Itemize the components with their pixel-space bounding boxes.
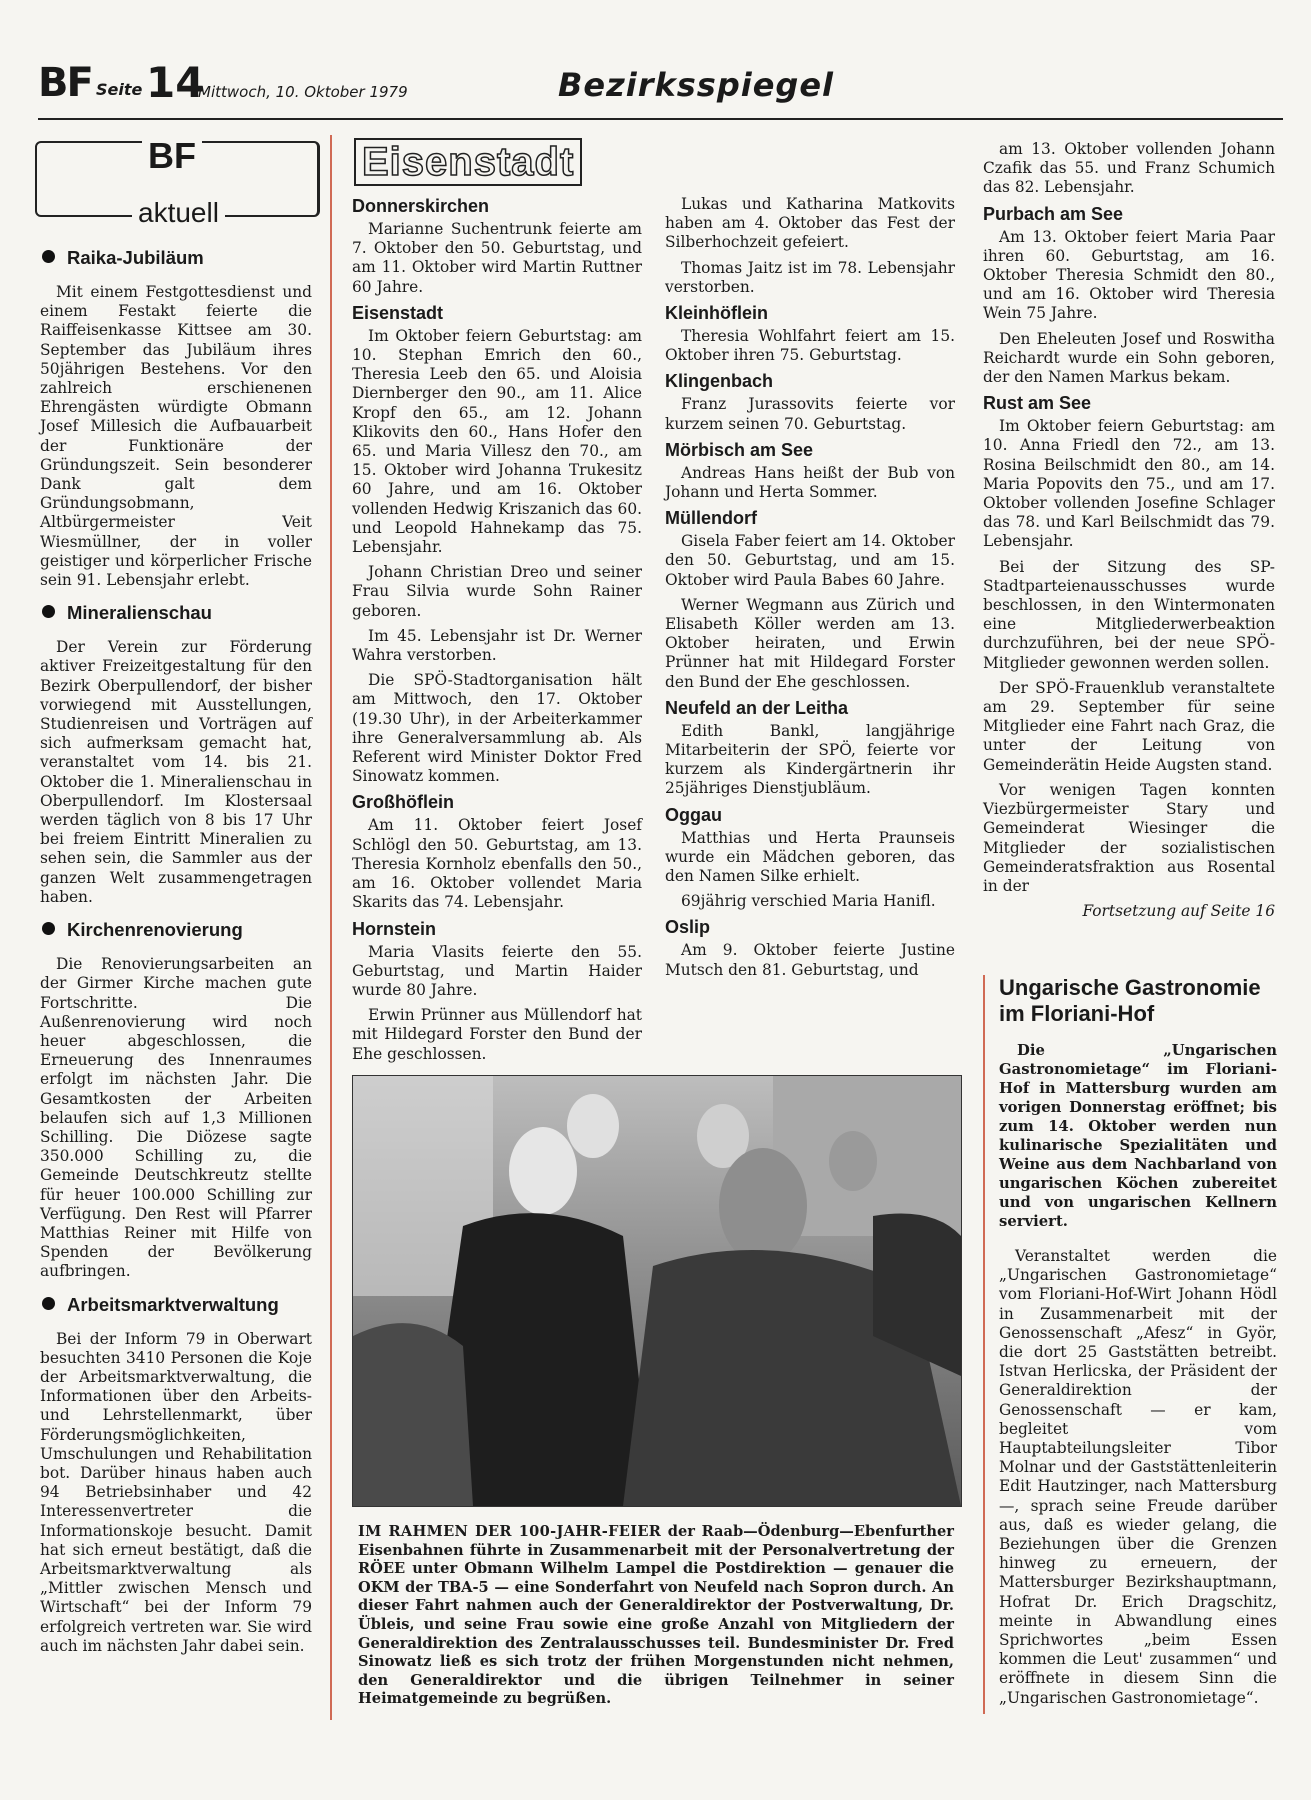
item-heading: Kirchenrenovierung xyxy=(42,919,330,941)
town-paragraph: Am 13. Oktober feiert Maria Paar ihren 60. Geburtstag, am 16. Oktober Theresia Schmidt den 80., und am 16. Oktober wird Theresia Wein 75 Jahre. xyxy=(983,227,1275,323)
town-heading: Mörbisch am See xyxy=(665,439,814,460)
town-paragraph: Marianne Suchentrunk feierte am 7. Oktober den 50. Geburtstag, und am 11. Oktober wird Martin Ruttner 60 Jahre. xyxy=(352,220,642,296)
town-paragraph: Im Oktober feiern Geburtstag: am 10. Stephan Emrich den 60., Theresia Leeb den 65. und Aloisia Diernberger den 90., am 11. Alice Kropf den 65., am 12. Johann Klikovits den 60., Hans Hofer den 65. und Maria Villesz den 70., am 15. Oktober wird Johanna Trukesitz 60 Jahre, und am 16. Oktober vollenden Hedwig Kriszanich das 60. und Leopold Hahnekamp das 75. Lebensjahr. xyxy=(352,326,642,557)
town-paragraph: Matthias und Herta Praunseis wurde ein Mädchen geboren, das den Namen Silke erhielt. xyxy=(665,828,955,886)
town-paragraph: Johann Christian Dreo und seiner Frau Silvia wurde Sohn Rainer geboren. xyxy=(352,563,642,620)
news-photo xyxy=(352,1075,962,1507)
page-label: Seite xyxy=(96,80,143,99)
item-paragraph: Bei der Inform 79 in Oberwart besuchten 3410 Personen die Koje der Arbeitsmarktverwaltung, die Informationen über den Arbeits- und Lehrstellenmarkt, über Förderungsmöglichkeiten, Umschulungen und Rehabilitation bot. Darüber hinaus haben auch 94 Betriebsinhaber und 42 Interessenvertreter die Informationskoje besucht. Damit hat sich erneut bestätigt, daß die Arbeitsmarktverwaltung als „Mittler zwischen Mensch und Wirtschaft“ bei der Inform 79 erfolgreich vertreten war. Sie wird auch im nächsten Jahr dabei sein. xyxy=(40,1329,312,1655)
masthead xyxy=(38,58,1283,120)
town-paragraph: Lukas und Katharina Matkovits haben am 4. Oktober das Fest der Silberhochzeit gefeiert. xyxy=(665,195,955,252)
town-heading: Großhöflein xyxy=(352,792,454,813)
bullet-icon xyxy=(42,250,55,263)
aktuell-column xyxy=(32,135,332,1720)
article-lead: Die „Ungarischen Gastronomietage“ im Floriani-Hof in Mattersburg wurden am vorigen Donnerstag eröffnet; bis zum 14. Oktober werden nun kulinarische Spezialitäten und Weine aus dem Nachbarland von ungarischen Köchen zubereitet und von ungarischen Kellnern serviert. xyxy=(999,1042,1277,1230)
eisenstadt-column-2 xyxy=(352,192,642,1070)
town-heading: Purbach am See xyxy=(983,203,1124,224)
town-heading: Rust am See xyxy=(983,393,1092,414)
item-heading: Mineralienschau xyxy=(42,602,330,624)
section-title: Bezirksspiegel xyxy=(558,66,834,104)
town-paragraph: Bei der Sitzung des SP-Stadtparteienausschusses wurde beschlossen, in den Wintermonaten eine Mitgliederwerbeaktion durchzuführen, bei der neue SPÖ-Mitglieder gewonnen werden sollen. xyxy=(983,557,1275,672)
town-paragraph: Werner Wegmann aus Zürich und Elisabeth Köller werden am 13. Oktober heiraten, und Erwin Prünner hat mit Hildegard Forster den Bund der Ehe geschlossen. xyxy=(665,595,955,691)
item-paragraph: Die Renovierungsarbeiten an der Girmer Kirche machen gute Fortschritte. Die Außenrenovierung wird noch heuer abgeschlossen, die Erneuerung des Innenraumes erfolgt im nächsten Jahr. Die Gesamtkosten der Arbeiten belaufen sich auf 1,3 Millionen Schilling. Die Diözese sagte 350.000 Schilling zu, die Gemeinde Deutschkreutz stellte für heuer 100.000 Schilling zur Verfügung. Den Rest will Pfarrer Matthias Reiner mit Hilfe von Spenden der Bevölkerung aufbringen. xyxy=(40,955,312,1281)
continued-note: Fortsetzung auf Seite 16 xyxy=(1082,902,1275,921)
town-heading: Klingenbach xyxy=(665,371,774,392)
item-paragraph: Mit einem Festgottesdienst und einem Festakt feierte die Raiffeisenkasse Kittsee am 30. September das Jubiläum ihres 50jährigen Bestehens. Vor den zahlreich erschienenen Ehrengästen würdigte Obmann Josef Millesich die Aufbauarbeit der Funktionäre der Gründungszeit. Sein besonderer Dank galt dem Gründungsobmann, Altbürgermeister Veit Wiesmüllner, der in voller geistiger und körperlicher Frische sein 91. Lebensjahr erlebt. xyxy=(40,283,312,590)
town-paragraph: Am 9. Oktober feierte Justine Mutsch den 81. Geburtstag, und xyxy=(665,941,955,979)
town-paragraph: Franz Jurassovits feierte vor kurzem seinen 70. Geburtstag. xyxy=(665,395,955,433)
caption-lead: IM RAHMEN DER 100-JAHR-FEIER xyxy=(358,1523,662,1540)
town-paragraph: Der SPÖ-Frauenklub veranstaltete am 29. September für seine Mitglieder eine Fahrt nach Graz, die unter der Leitung von Gemeinderätin Heide Augsten stand. xyxy=(983,678,1275,774)
paper-logo: BF xyxy=(38,60,92,106)
article-title: Ungarische Gastronomie im Floriani-Hof xyxy=(999,975,1261,1026)
aktuell-logo-text: aktuell xyxy=(132,197,225,229)
town-heading: Oslip xyxy=(665,917,711,938)
town-heading: Oggau xyxy=(665,804,722,825)
town-heading: Müllendorf xyxy=(665,508,757,529)
item-heading: Raika-Jubiläum xyxy=(42,247,330,269)
issue-date: Mittwoch, 10. Oktober 1979 xyxy=(198,83,408,101)
bullet-icon xyxy=(42,1297,55,1310)
town-paragraph: Den Eheleuten Josef und Roswitha Reichardt wurde ein Sohn geboren, der den Namen Markus bekam. xyxy=(983,329,1275,387)
town-heading: Neufeld an der Leitha xyxy=(665,697,849,718)
town-paragraph: 69jährig verschied Maria Hanifl. xyxy=(681,892,936,911)
aktuell-logo-bf: BF xyxy=(142,135,202,177)
town-paragraph: Erwin Prünner aus Müllendorf hat mit Hildegard Forster den Bund der Ehe geschlossen. xyxy=(352,1006,642,1063)
town-paragraph: Maria Vlasits feierte den 55. Geburtstag, und Martin Haider wurde 80 Jahre. xyxy=(352,942,642,999)
photo-caption xyxy=(352,1515,960,1717)
town-paragraph: Gisela Faber feiert am 14. Oktober den 50. Geburtstag, und am 15. Oktober wird Paula Babes 60 Jahre. xyxy=(665,532,955,589)
bullet-icon xyxy=(42,605,55,618)
article-body: Veranstaltet werden die „Ungarischen Gastronomietage“ vom Floriani-Hof-Wirt Johann Hödl in Zusammenarbeit mit der Genossenschaft „Afesz“ in Györ, die dort 25 Gaststätten betreibt. Istvan Herlicska, der Präsident der Generaldirektion der Genossenschaft — er kam, begleitet vom Hauptabteilungsleiter Tibor Molnar und der Gaststättenleiterin Edit Hautzinger, nach Mattersburg —, sprach seine Freude darüber aus, daß es wieder gelang, die Beziehungen über die Grenzen hinweg zu erneuern, der Mattersburger Bezirkshauptmann, Hofrat Dr. Erich Dragschitz, meinte in Abwandlung eines Sprichwortes „beim Essen kommen die Leut' zusammen“ und eröffnete in diesem Sinn die „Ungarischen Gastronomietage“. xyxy=(999,1247,1277,1707)
town-paragraph: Edith Bankl, langjährige Mitarbeiterin der SPÖ, feierte vor kurzem als Kindergärtnerin ihr 25jähriges Dienstjubläum. xyxy=(665,721,955,798)
town-heading: Eisenstadt xyxy=(352,302,444,323)
photo-illustration xyxy=(353,1076,961,1506)
town-paragraph: Die SPÖ-Stadtorganisation hält am Mittwoch, den 17. Oktober (19.30 Uhr), in der Arbeiterkammer ihre Generalversammlung ab. Als Referent wird Minister Doktor Fred Sinowatz kommen. xyxy=(352,671,642,786)
bullet-icon xyxy=(42,922,55,935)
item-paragraph: Der Verein zur Förderung aktiver Freizeitgestaltung für den Bezirk Oberpullendorf, der bisher vorwiegend mit Ausstellungen, Studienreisen und Vorträgen auf sich aufmerksam gemacht hat, veranstaltet vom 14. bis 21. Oktober die 1. Mineralienschau in Oberpullendorf. Im Klostersaal werden täglich von 8 bis 17 Uhr bei freiem Eintritt Mineralien zu sehen sein, die Sammler aus der ganzen Welt zusammengetragen haben. xyxy=(40,638,312,906)
item-heading: Arbeitsmarktverwaltung xyxy=(42,1294,330,1316)
aktuell-item xyxy=(32,1294,330,1656)
aktuell-logo xyxy=(32,135,322,235)
eisenstadt-header: Eisenstadt xyxy=(354,140,582,185)
town-heading: Kleinhöflein xyxy=(665,303,768,324)
town-paragraph: Thomas Jaitz ist im 78. Lebensjahr verstorben. xyxy=(665,258,955,296)
aktuell-item xyxy=(32,602,330,907)
town-paragraph: Andreas Hans heißt der Bub von Johann und Herta Sommer. xyxy=(665,463,955,502)
town-heading: Hornstein xyxy=(352,918,437,939)
page-number: 14 xyxy=(146,58,205,107)
town-paragraph: am 13. Oktober vollenden Johann Czafik das 55. und Franz Schumich das 82. Lebensjahr. xyxy=(983,140,1275,197)
eisenstadt-column-3 xyxy=(665,195,955,986)
town-paragraph: Am 11. Oktober feiert Josef Schlögl den 50. Geburtstag, am 13. Theresia Kornholz ebenfalls den 50., am 16. Oktober vollendet Maria Skarits das 74. Lebensjahr. xyxy=(352,816,642,912)
town-heading: Donnerskirchen xyxy=(352,196,490,216)
eisenstadt-column-4 xyxy=(983,140,1275,920)
caption-body: der Raab—Ödenburg—Ebenfurther Eisenbahnen führte in Zusammenarbeit mit der Personalvertretung der RÖEE unter Obmann Wilhelm Lampel die Postdirektion — genauer die OKM der TBA-5 — eine Sonderfahrt von Neufeld nach Sopron durch. An dieser Fahrt nahmen auch der Generaldirektor der Postverwaltung, Dr. Übleis, und seine Frau sowie eine große Anzahl von Mitgliedern der Generaldirektion des Zentralausschusses teil. Bundesminister Dr. Fred Sinowatz ließ es sich trotz der frühen Morgenstunden nicht nehmen, den Generaldirektor und die übrigen Teilnehmer in seiner Heimatgemeinde zu begrüßen. xyxy=(358,1523,954,1708)
aktuell-item xyxy=(32,919,330,1281)
town-paragraph: Im Oktober feiern Geburtstag: am 10. Anna Friedl den 72., am 13. Rosina Beilschmidt den 80., am 14. Maria Popovits den 75., und am 17. Oktober vollenden Josefine Schlager das 78. und Karl Beilschmidt das 79. Lebensjahr. xyxy=(983,417,1275,551)
ungarische-article xyxy=(983,975,1277,1714)
town-paragraph: Vor wenigen Tagen konnten Viezbürgermeister Stary und Gemeinderat Wiesinger die Mitglieder der sozialistischen Gemeinderatsfraktion aus Rosental in der xyxy=(983,780,1275,895)
town-paragraph: Im 45. Lebensjahr ist Dr. Werner Wahra verstorben. xyxy=(352,626,642,665)
town-paragraph: Theresia Wohlfahrt feiert am 15. Oktober ihren 75. Geburtstag. xyxy=(665,327,955,365)
aktuell-item xyxy=(32,247,330,590)
